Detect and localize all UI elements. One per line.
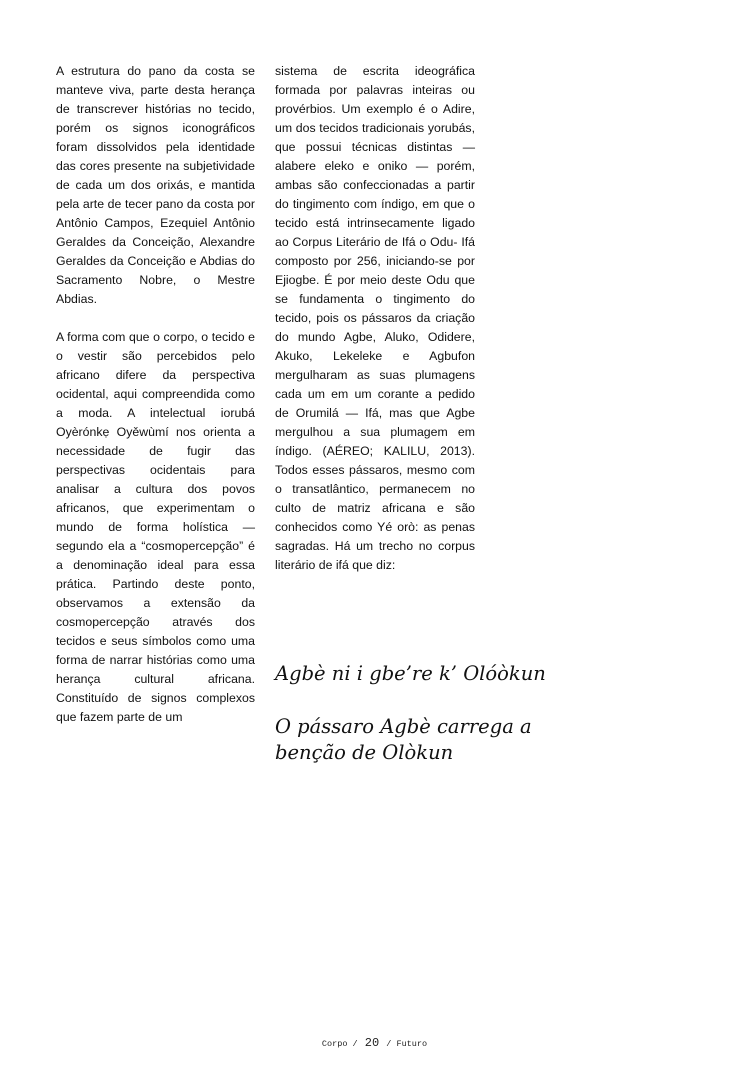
quote-original: Agbè ni i gbe’re k’ Olóòkun bbox=[275, 662, 546, 685]
right-text-column bbox=[275, 62, 475, 575]
body-paragraph: sistema de escrita ideográfica formada por palavras inteiras ou provérbios. Um exemplo é o Adire, um dos tecidos tradicionais yorubás, que possui técnicas distintas — alabere eleko e oniko — porém, ambas são confeccionadas a partir do tingimento com índigo, em que o tecido está intrinsecamente ligado ao Corpus Literário de Ifá o Odu- Ifá composto por 256, iniciando-se por Ejiogbe. É por meio deste Odu que se fundamenta o tingimento do tecido, pois os pássaros da criação do mundo Agbe, Aluko, Odidere, Akuko, Lekeleke e Agbufon mergulharam as suas plumagens cada um em um corante a pedido de Orumilá — Ifá, mas que Agbe mergulhou a sua plumagem em índigo. (AÉREO; KALILU, 2013). Todos esses pássaros, mesmo com o transatlântico, permanecem no culto de matriz africana e são conhecidos como Yé orò: as penas sagradas. Há um trecho no corpus literário de ifá que diz: bbox=[275, 64, 475, 572]
quote-translation bbox=[275, 714, 715, 766]
left-text-column bbox=[56, 62, 255, 727]
footer-section-left: Corpo / bbox=[321, 1039, 358, 1049]
body-paragraph: A forma com que o corpo, o tecido e o vestir são percebidos pelo africano difere da perspectiva ocidental, aqui compreendida como a moda. A intelectual iorubá Oyèrónkẹ Oyěwùmí nos orienta a necessidade de fugir das perspectivas ocidentais para analisar a cultura dos povos africanos, que experimentam o mundo de forma holística — segundo ela a “cosmopercepção” é a denominação ideal para essa prática. Partindo deste ponto, observamos a extensão da cosmopercepção através dos tecidos e seus símbolos como uma forma de narrar histórias como uma herança cultural africana. Constituído de signos complexos que fazem parte de um bbox=[56, 330, 255, 724]
page-number: 20 bbox=[364, 1036, 380, 1050]
quote-translation-line2: benção de Olòkun bbox=[275, 741, 454, 764]
page-footer bbox=[0, 1036, 749, 1050]
body-paragraph: A estrutura do pano da costa se manteve viva, parte desta herança de transcrever histórias no tecido, porém os signos iconográficos foram dissolvidos pela identidade das cores presente na subjetividade de cada um dos orixás, e mantida pela arte de tecer pano da costa por Antônio Campos, Ezequiel Antônio Geraldes da Conceição, Alexandre Geraldes da Conceição e Abdias do Sacramento Nobre, o Mestre Abdias. bbox=[56, 64, 255, 306]
footer-section-right: / Futuro bbox=[386, 1039, 428, 1049]
quote-translation-line1: O pássaro Agbè carrega a bbox=[275, 715, 532, 738]
